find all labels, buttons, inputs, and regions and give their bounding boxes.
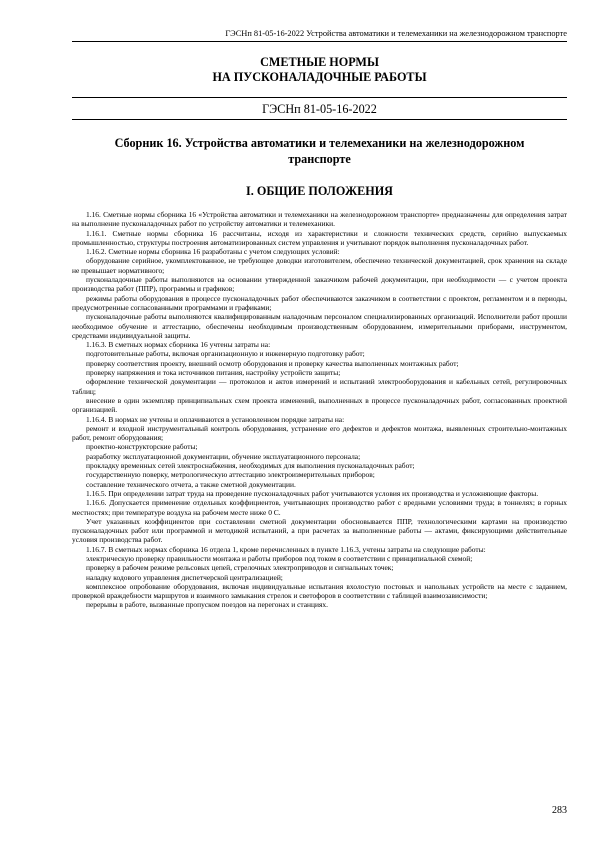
paragraph: 1.16.4. В нормах не учтены и оплачиваются в установленном порядке затраты на: [86,414,345,424]
page-number: 283 [552,805,567,816]
collection-title-line-1: Сборник 16. Устройства автоматики и телемеханики на железнодорожном [114,136,525,150]
paragraph: внесение в один экземпляр принципиальных схем проекта изменений, выполненных в процессе пусконаладочных работ, согласованных проектной организацией. [72,395,567,415]
code-top-rule [72,97,567,98]
running-header: ГЭСНп 81-05-16-2022 Устройства автоматики и телемеханики на железнодорожном транспорте [225,29,567,38]
norms-title-line-1: СМЕТНЫЕ НОРМЫ [260,55,379,69]
paragraph: государственную поверку, метрологическую аттестацию электроизмерительных приборов; [86,470,375,480]
paragraph: подготовительные работы, включая организационную и инженерную подготовку работ; [86,349,365,359]
paragraph: разработку эксплуатационной документации, обучение эксплуатационного персонала; [86,451,361,461]
paragraph: электрическую проверку правильности монтажа и работы приборов под током в соответствии с принципиальной схемой; [86,553,473,563]
paragraph: проектно-конструкторские работы; [86,442,198,452]
paragraph: пусконаладочные работы выполняются квалифицированным наладочным персоналом специализированных организаций. Исполнители работ прошли необходимое обучение и аттестацию, обеспечены необходимым производственным оборудованием, измерительными приборами, инструментом, средствами индивидуальной защиты. [72,312,567,340]
norms-title [72,55,567,85]
paragraph: проверку напряжения и тока источников питания, настройку устройств защиты; [86,368,341,378]
paragraph: 1.16.3. В сметных нормах сборника 16 учтены затраты на: [86,340,271,350]
paragraph: ремонт и входной инструментальный контроль оборудования, устранение его дефектов и дефектов монтажа, выявленных строительно-монтажных работ, ремонт оборудования; [72,423,567,443]
code-bottom-rule [72,119,567,120]
paragraph: 1.16.1. Сметные нормы сборника 16 рассчитаны, исходя из характеристики и сложности технических средств, серийно выпускаемых промышленностью, структуры построения автоматизированных систем управления и учитывают порядок выполнения пусконаладочных работ. [72,228,567,247]
collection-title [72,135,567,167]
paragraph: 1.16.2. Сметные нормы сборника 16 разработаны с учетом следующих условий: [86,247,340,257]
paragraph: перерывы в работе, вызванные пропуском поездов на перегонах и станциях. [86,600,328,610]
paragraph: 1.16.6. Допускается применение отдельных коэффициентов, учитывающих производство работ с вредными условиями труда; в тоннелях; в горных местностях; при температуре воздуха на рабочем месте ниже 0 С. [72,498,567,517]
norms-title-line-2: НА ПУСКОНАЛАДОЧНЫЕ РАБОТЫ [212,70,427,84]
body-text [72,210,567,610]
paragraph: наладку кодового управления диспетчерской централизацией; [86,572,283,582]
paragraph: 1.16.7. В сметных нормах сборника 16 отдела 1, кроме перечисленных в пункте 1.16.3, учтены затраты на следующие работы: [86,544,486,554]
paragraph: проверку в рабочем режиме рельсовых цепей, стрелочных электроприводов и сигнальных точек; [86,563,394,573]
paragraph: пусконаладочные работы выполняются на основании утвержденной заказчиком рабочей документации, при необходимости — с учетом проекта производства работ (ППР), программы и графиков; [72,275,567,294]
paragraph: оборудование серийное, укомплектованное, не требующее доводки изготовителем, обеспечено технической документацией, срок хранения на складе не превышает нормативного; [72,256,567,275]
paragraph: составление технического отчета, а также сметной документации. [86,479,296,489]
paragraph: Учет указанных коэффициентов при составлении сметной документации обосновывается ППР, технологическими картами на производство пусконаладочных работ или программой и методикой испытаний, а при расчетах за выполненные работы — актами, фиксирующими действительные условия производства работ. [72,516,567,545]
paragraph: 1.16. Сметные нормы сборника 16 «Устройства автоматики и телемеханики на железнодорожном транспорте» предназначены для определения затрат на выполнение пусконаладочных работ по устройству автоматики и телемеханики. [72,210,567,229]
section-title: I. ОБЩИЕ ПОЛОЖЕНИЯ [246,184,393,198]
paragraph: комплексное опробование оборудования, включая индивидуальные испытания вхолостую постовых и напольных устройств на месте с заданием, проверкой враждебности маршрутов и взаимного замыкания стрелок и светофоров в соответствии с таблицей взаимозависимости; [72,581,567,601]
paragraph: 1.16.5. При определении затрат труда на проведение пусконаладочных работ учитываются условия их производства и усложняющие факторы. [86,488,539,498]
paragraph: оформление технической документации — протоколов и актов измерений и испытаний электрооборудования и кабельных сетей, регулировочных таблиц; [72,377,567,396]
header-rule [72,41,567,42]
code-title: ГЭСНп 81-05-16-2022 [262,102,377,116]
paragraph: прокладку временных сетей электроснабжения, необходимых для выполнения пусконаладочных работ; [86,461,415,471]
paragraph: проверку соответствия проекту, внешний осмотр оборудования и проверку качества выполненных монтажных работ; [86,358,459,368]
paragraph: режимы работы оборудования в процессе пусконаладочных работ обеспечиваются заказчиком в соответствии с проектом, регламентом и в периоды, предусмотренные согласованными программами и графиками; [72,293,567,312]
collection-title-line-2: транспорте [288,152,351,166]
